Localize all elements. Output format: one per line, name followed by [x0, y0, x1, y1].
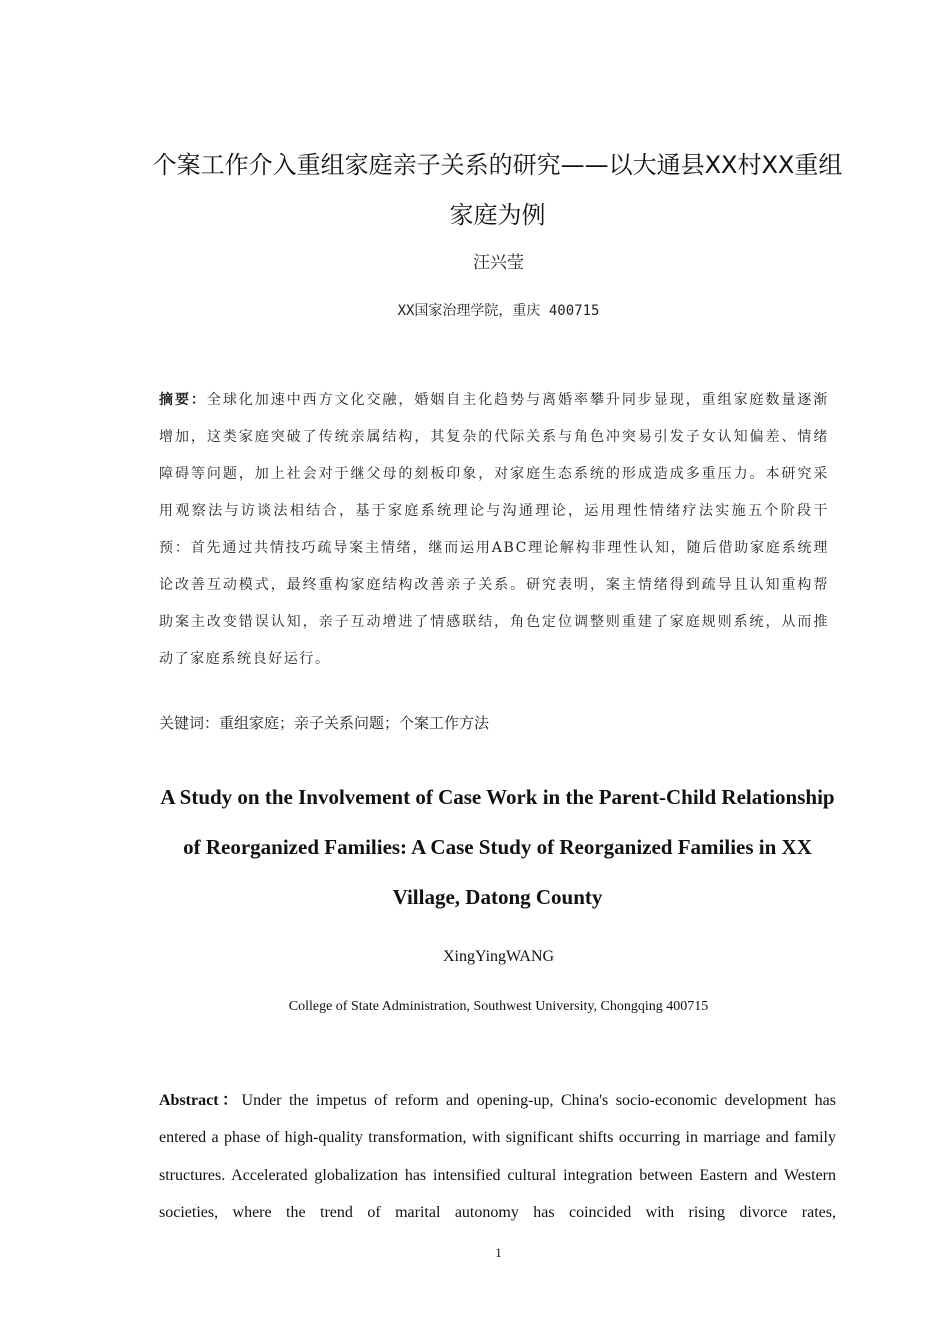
chinese-title: 个案工作介入重组家庭亲子关系的研究——以大通县XX村XX重组家庭为例 — [152, 151, 843, 229]
chinese-author: 汪兴莹 — [473, 253, 524, 273]
english-abstract-text: Under the impetus of reform and opening-up, China's socio-economic development has entered a phase of high-quality transformation, with significant shifts occurring in marriage and family structures. Accelerated globalization has intensified cultural integration between Eastern and Western societies, where the trend of marital autonomy has coincided with rising divorce rates, — [159, 1092, 836, 1222]
chinese-keywords: 关键词：重组家庭；亲子关系问题；个案工作方法 — [159, 714, 490, 732]
chinese-affiliation: XX国家治理学院，重庆 400715 — [397, 303, 600, 319]
chinese-abstract-label: 摘要： — [159, 392, 207, 408]
english-affiliation: College of State Administration, Southwest University, Chongqing 400715 — [288, 999, 709, 1014]
english-title: A Study on the Involvement of Case Work in the Parent-Child Relationship of Reorganized Families: A Case Study of Reorganized Families in XX Village, Datong County — [160, 785, 835, 909]
chinese-abstract-text: 全球化加速中西方文化交融，婚姻自主化趋势与离婚率攀升同步显现，重组家庭数量逐渐增加，这类家庭突破了传统亲属结构，其复杂的代际关系与角色冲突易引发子女认知偏差、情绪障碍等问题，加上社会对于继父母的刻板印象，对家庭生态系统的形成造成多重压力。本研究采用观察法与访谈法相结合，基于家庭系统理论与沟通理论，运用理性情绪疗法实施五个阶段干预：首先通过共情技巧疏导案主情绪，继而运用ABC理论解构非理性认知，随后借助家庭系统理论改善互动模式，最终重构家庭结构改善亲子关系。研究表明，案主情绪得到疏导且认知重构帮助案主改变错误认知，亲子互动增进了情感联结，角色定位调整则重建了家庭规则系统，从而推动了家庭系统良好运行。 — [159, 392, 829, 667]
english-author: XingYingWANG — [442, 948, 555, 965]
chinese-abstract — [159, 382, 829, 678]
english-abstract — [159, 1082, 836, 1232]
english-abstract-label: Abstract： — [159, 1092, 242, 1109]
page-number: 1 — [495, 1245, 502, 1260]
